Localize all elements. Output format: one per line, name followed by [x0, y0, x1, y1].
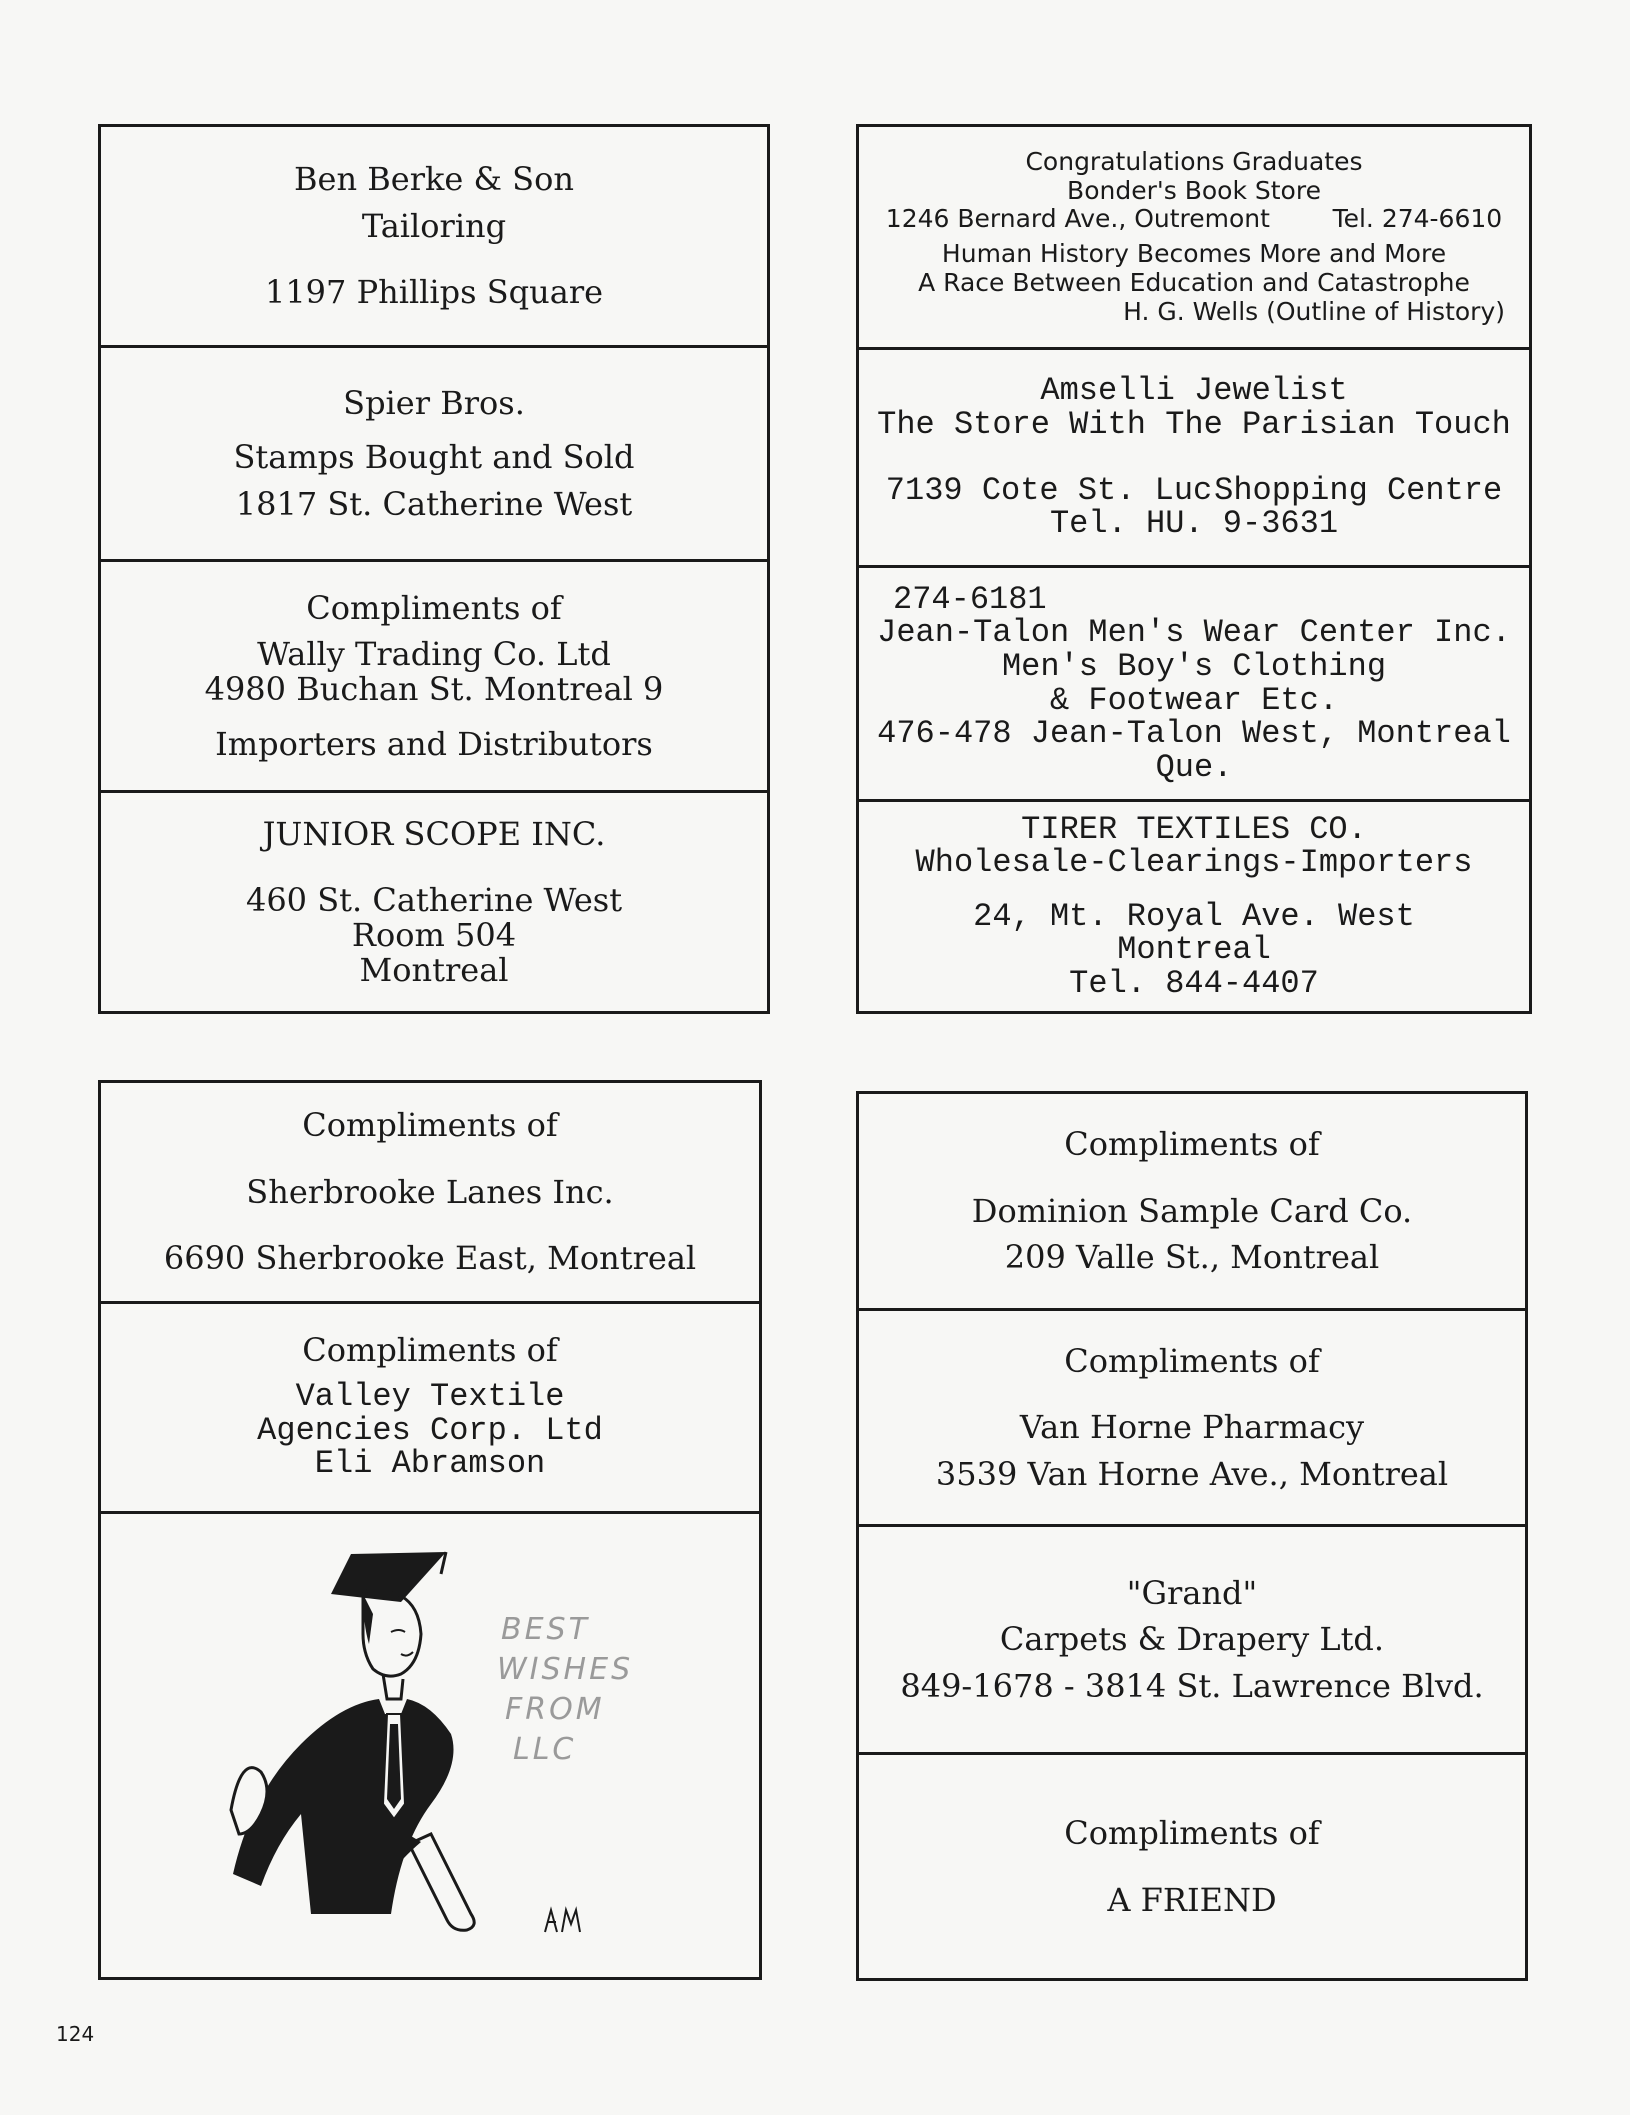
ad-compliments: Compliments of — [302, 1106, 558, 1145]
ad-amselli-jewelist — [859, 347, 1529, 565]
ad-compliments: Compliments of — [1064, 1813, 1320, 1852]
ad-title: Dominion Sample Card Co. — [971, 1191, 1413, 1230]
handwriting-line-4: LLC — [513, 1732, 577, 1767]
graduate-head-icon — [363, 1589, 421, 1676]
ad-title: A FRIEND — [1107, 1880, 1277, 1919]
ad-wally-trading — [101, 559, 767, 790]
ad-address: 209 Valle St., Montreal — [1004, 1238, 1380, 1277]
ad-compliments: Compliments of — [302, 1331, 558, 1370]
artist-signature-icon — [545, 1910, 580, 1932]
ad-room: Room 504 — [351, 916, 517, 954]
ad-telephone: Tel. 844-4407 — [1069, 964, 1319, 1002]
ad-compliments: Compliments of — [1064, 1341, 1320, 1380]
ad-quote-line-1: Human History Becomes More and More — [941, 239, 1447, 268]
ad-address: 3539 Van Horne Ave., Montreal — [935, 1454, 1449, 1493]
page-number: 124 — [56, 2022, 95, 2046]
ad-ben-berke — [101, 127, 767, 345]
ad-subtitle: Stamps Bought and Sold — [233, 438, 635, 477]
ad-junior-scope — [101, 790, 767, 1011]
ad-tirer-textiles — [859, 799, 1529, 1011]
ad-title: Ben Berke & Son — [294, 160, 574, 199]
ad-subtitle: Carpets & Drapery Ltd. — [999, 1620, 1385, 1659]
ad-address: 1197 Phillips Square — [264, 273, 604, 312]
ad-subtitle: Agencies Corp. Ltd — [257, 1411, 603, 1449]
ad-address: 1817 St. Catherine West — [235, 484, 633, 523]
handwriting-line-3: FROM — [505, 1692, 605, 1727]
ad-spier-bros — [101, 345, 767, 559]
ad-title: Amselli Jewelist — [1040, 372, 1348, 410]
ad-compliments: Compliments of — [306, 588, 562, 627]
ad-subtitle-2: & Footwear Etc. — [1049, 681, 1339, 719]
diploma-icon — [409, 1834, 474, 1930]
ad-telephone: Tel. HU. 9-3631 — [1049, 505, 1339, 543]
ad-province: Que. — [1155, 748, 1233, 786]
ad-a-friend — [859, 1752, 1525, 1978]
ad-subtitle: The Store With The Parisian Touch — [877, 405, 1511, 443]
ad-title: Wally Trading Co. Ltd — [257, 635, 611, 674]
ad-congrats: Congratulations Graduates — [1025, 146, 1363, 176]
ad-address: 849-1678 - 3814 St. Lawrence Blvd. — [900, 1666, 1484, 1705]
ad-address: 476-478 Jean-Talon West, Montreal — [877, 715, 1511, 753]
graduate-drawing — [101, 1514, 759, 1980]
ad-title: Sherbrooke Lanes Inc. — [246, 1172, 614, 1211]
handwritten-message — [497, 1612, 633, 1767]
ad-grand-carpets — [859, 1524, 1525, 1752]
ad-city: Montreal — [359, 950, 509, 989]
ad-address-row — [885, 471, 1503, 509]
ad-title: TIRER TEXTILES CO. — [1021, 810, 1367, 848]
ad-title: Spier Bros. — [343, 383, 525, 422]
ad-title: "Grand" — [1126, 1573, 1258, 1612]
ad-address: 1246 Bernard Ave., Outremont — [885, 204, 1270, 234]
ad-block-top-left — [98, 124, 770, 1014]
ad-valley-textile — [101, 1301, 759, 1511]
ad-block-bottom-left — [98, 1080, 762, 1980]
ad-title: Bonder's Book Store — [1067, 175, 1321, 205]
ad-telephone: 274-6181 — [893, 580, 1047, 618]
ad-address: 460 St. Catherine West — [245, 881, 623, 920]
ad-block-top-right — [856, 124, 1532, 1014]
ad-title: Van Horne Pharmacy — [1019, 1408, 1365, 1447]
ad-title: Jean-Talon Men's Wear Center Inc. — [877, 614, 1511, 652]
ad-sherbrooke-lanes — [101, 1083, 759, 1301]
ad-graduate-illustration — [101, 1511, 759, 1977]
ad-city: Montreal — [1117, 931, 1271, 969]
ad-title: Valley Textile — [295, 1377, 565, 1415]
ad-subtitle: Wholesale-Clearings-Importers — [915, 844, 1473, 882]
ad-address: 24, Mt. Royal Ave. West — [973, 897, 1415, 935]
ad-contact-name: Eli Abramson — [314, 1445, 546, 1483]
graduate-gown-icon — [233, 1699, 454, 1914]
ad-address: 4980 Buchan St. Montreal 9 — [204, 670, 664, 708]
ad-quote-line-2: A Race Between Education and Catastrophe — [918, 267, 1470, 297]
ad-block-bottom-right — [856, 1091, 1528, 1981]
ad-van-horne-pharmacy — [859, 1308, 1525, 1524]
ad-dominion-sample-card — [859, 1094, 1525, 1308]
ad-title: JUNIOR SCOPE INC. — [262, 814, 606, 853]
ad-address: 6690 Sherbrooke East, Montreal — [163, 1239, 697, 1278]
ad-jean-talon-mens-wear — [859, 565, 1529, 799]
ad-subtitle: Men's Boy's Clothing — [1001, 647, 1387, 685]
handwriting-line-1: BEST — [501, 1612, 590, 1647]
ad-subtitle: Importers and Distributors — [215, 724, 653, 763]
mortarboard-icon — [331, 1552, 446, 1602]
ad-subtitle: Tailoring — [361, 206, 507, 245]
ad-compliments: Compliments of — [1064, 1125, 1320, 1164]
handwriting-line-2: WISHES — [497, 1652, 634, 1687]
ad-quote-attribution: H. G. Wells (Outline of History) — [1123, 296, 1505, 326]
ad-address-shopping-centre: Shopping Centre — [1214, 471, 1503, 509]
ad-telephone: Tel. 274-6610 — [1332, 204, 1503, 234]
ad-bonders-book-store — [859, 127, 1529, 347]
ad-address-row — [886, 205, 1502, 234]
ad-address: 7139 Cote St. Luc — [885, 471, 1213, 509]
